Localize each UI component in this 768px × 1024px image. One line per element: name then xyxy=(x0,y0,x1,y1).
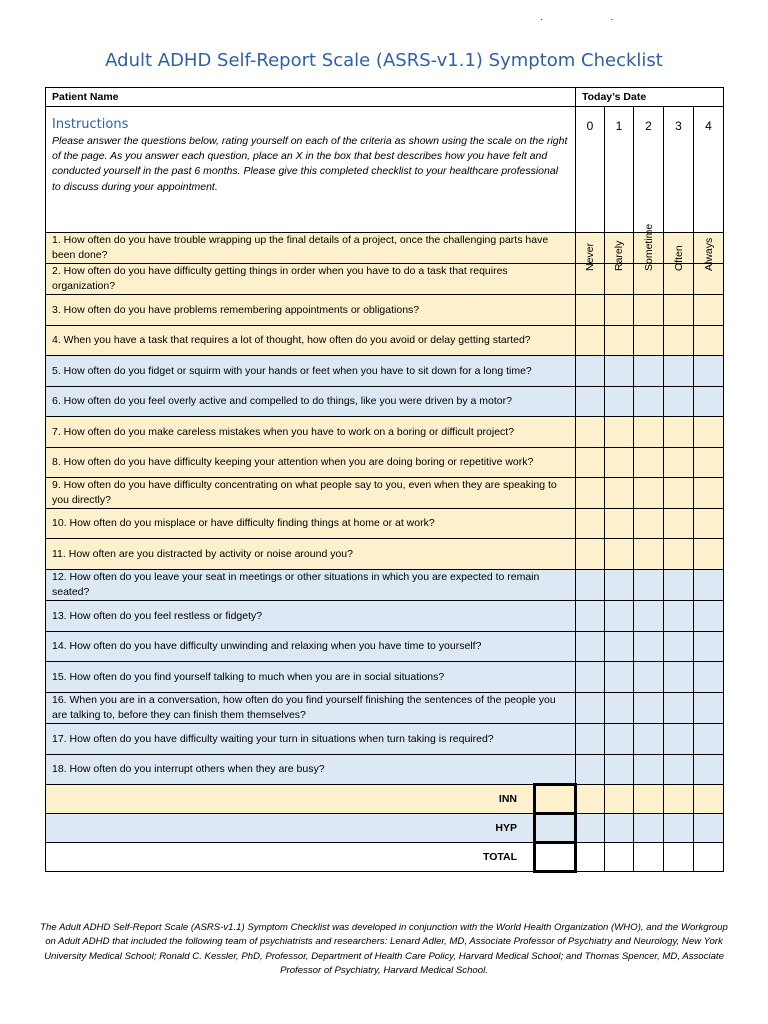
footer-credits: The Adult ADHD Self-Report Scale (ASRS-v1.1) Symptom Checklist was developed in conjunction with the World Health Organization (WHO), and the Workgroup on Adult ADHD that included the following team of psychiatrists and researchers: Lenard Adler, MD, Associate Professor of Psychiatry and Neurology, New York University Medical School; Ronald C. Kessler, PhD, Professor, Department of Health Care Policy, Harvard Medical School; and Thomas Spencer, MD, Associate Professor of Psychiatry, Harvard Medical School. xyxy=(40,922,728,977)
answer-box-3[interactable] xyxy=(664,448,694,478)
summary-row-hyp xyxy=(46,814,724,843)
answer-box-1[interactable] xyxy=(605,478,634,509)
question-row xyxy=(46,417,724,448)
answer-box-1[interactable] xyxy=(605,662,634,693)
answer-box-1[interactable] xyxy=(605,326,634,356)
summary-label-hyp: HYP xyxy=(46,814,535,843)
question-row xyxy=(46,509,724,539)
question-text: 3. How often do you have problems remembering appointments or obligations? xyxy=(46,295,576,326)
question-row xyxy=(46,356,724,387)
answer-box-2[interactable] xyxy=(634,417,664,448)
answer-box-3[interactable] xyxy=(664,570,694,601)
summary-total-box-inn[interactable] xyxy=(535,785,576,814)
summary-box-hyp-2[interactable] xyxy=(634,814,664,843)
answer-box-4[interactable] xyxy=(694,570,724,601)
question-row xyxy=(46,387,724,417)
question-text: 17. How often do you have difficulty waiting your turn in situations when turn taking is required? xyxy=(46,724,576,755)
question-text: 14. How often do you have difficulty unwinding and relaxing when you have time to yourself? xyxy=(46,632,576,662)
answer-box-3[interactable] xyxy=(664,755,694,785)
answer-box-3[interactable] xyxy=(664,509,694,539)
scale-header-1: 1 Rarely xyxy=(605,107,634,233)
symptom-checklist-table xyxy=(45,87,724,873)
answer-box-2[interactable] xyxy=(634,387,664,417)
summary-row-inn xyxy=(46,785,724,814)
answer-box-1[interactable] xyxy=(605,632,634,662)
summary-box-total-0[interactable] xyxy=(576,843,605,872)
answer-box-4[interactable] xyxy=(694,356,724,387)
question-row xyxy=(46,724,724,755)
summary-total-box-total[interactable] xyxy=(535,843,576,872)
answer-box-2[interactable] xyxy=(634,601,664,632)
scale-header-2: 2 Sometime xyxy=(634,107,664,233)
answer-box-0[interactable] xyxy=(576,632,605,662)
answer-box-0[interactable] xyxy=(576,693,605,724)
answer-box-1[interactable] xyxy=(605,570,634,601)
answer-box-4[interactable] xyxy=(694,509,724,539)
instructions-title: Instructions xyxy=(52,117,129,132)
question-text: 1. How often do you have trouble wrapping up the final details of a project, once the challenging parts have been done? xyxy=(46,233,576,264)
question-text: 11. How often are you distracted by activity or noise around you? xyxy=(46,539,576,570)
answer-box-1[interactable] xyxy=(605,356,634,387)
answer-box-0[interactable] xyxy=(576,570,605,601)
patient-name-field[interactable]: Patient Name xyxy=(46,88,576,107)
summary-box-total-1[interactable] xyxy=(605,843,634,872)
answer-box-2[interactable] xyxy=(634,478,664,509)
answer-box-4[interactable] xyxy=(694,326,724,356)
answer-box-0[interactable] xyxy=(576,326,605,356)
answer-box-0[interactable] xyxy=(576,387,605,417)
answer-box-3[interactable] xyxy=(664,632,694,662)
answer-box-3[interactable] xyxy=(664,417,694,448)
question-row xyxy=(46,755,724,785)
answer-box-0[interactable] xyxy=(576,448,605,478)
answer-box-1[interactable] xyxy=(605,387,634,417)
question-text: 7. How often do you make careless mistakes when you have to work on a boring or difficult project? xyxy=(46,417,576,448)
answer-box-1[interactable] xyxy=(605,539,634,570)
summary-row-total xyxy=(46,843,724,872)
instructions-block xyxy=(46,107,576,233)
scale-header-3: 3 Often xyxy=(664,107,694,233)
answer-box-4[interactable] xyxy=(694,448,724,478)
question-row xyxy=(46,448,724,478)
question-text: 18. How often do you interrupt others when they are busy? xyxy=(46,755,576,785)
answer-box-2[interactable] xyxy=(634,755,664,785)
answer-box-4[interactable] xyxy=(694,724,724,755)
answer-box-1[interactable] xyxy=(605,724,634,755)
summary-box-total-2[interactable] xyxy=(634,843,664,872)
question-row xyxy=(46,632,724,662)
question-text: 5. How often do you fidget or squirm with your hands or feet when you have to sit down for a long time? xyxy=(46,356,576,387)
answer-box-1[interactable] xyxy=(605,693,634,724)
answer-box-3[interactable] xyxy=(664,356,694,387)
summary-label-total: TOTAL xyxy=(46,843,535,872)
answer-box-0[interactable] xyxy=(576,601,605,632)
answer-box-2[interactable] xyxy=(634,539,664,570)
summary-box-inn-0[interactable] xyxy=(576,785,605,814)
answer-box-4[interactable] xyxy=(694,417,724,448)
question-text: 10. How often do you misplace or have difficulty finding things at home or at work? xyxy=(46,509,576,539)
todays-date-field[interactable]: Today’s Date xyxy=(576,88,724,107)
question-text: 8. How often do you have difficulty keeping your attention when you are doing boring or repetitive work? xyxy=(46,448,576,478)
question-text: 15. How often do you find yourself talking to much when you are in social situations? xyxy=(46,662,576,693)
answer-box-2[interactable] xyxy=(634,448,664,478)
answer-box-2[interactable] xyxy=(634,632,664,662)
answer-box-4[interactable] xyxy=(694,662,724,693)
answer-box-3[interactable] xyxy=(664,693,694,724)
answer-box-2[interactable] xyxy=(634,356,664,387)
answer-box-2[interactable] xyxy=(634,295,664,326)
scan-dots: · · xyxy=(540,14,646,25)
summary-box-inn-2[interactable] xyxy=(634,785,664,814)
question-text: 12. How often do you leave your seat in meetings or other situations in which you are expected to remain seated? xyxy=(46,570,576,601)
question-row xyxy=(46,326,724,356)
instructions-text: Please answer the questions below, rating yourself on each of the criteria as shown using the scale on the right of the page. As you answer each question, place an X in the box that best describes how you have felt and conducted yourself in the past 6 months. Please give this completed checklist to your healthcare professional to discuss during your appointment. xyxy=(52,135,568,193)
answer-box-1[interactable] xyxy=(605,755,634,785)
answer-box-0[interactable] xyxy=(576,417,605,448)
answer-box-2[interactable] xyxy=(634,662,664,693)
question-text: 6. How often do you feel overly active and compelled to do things, like you were driven by a motor? xyxy=(46,387,576,417)
answer-box-1[interactable] xyxy=(605,509,634,539)
summary-box-hyp-0[interactable] xyxy=(576,814,605,843)
question-row xyxy=(46,662,724,693)
summary-box-inn-1[interactable] xyxy=(605,785,634,814)
summary-total-box-hyp[interactable] xyxy=(535,814,576,843)
answer-box-2[interactable] xyxy=(634,570,664,601)
summary-box-hyp-3[interactable] xyxy=(664,814,694,843)
answer-box-3[interactable] xyxy=(664,601,694,632)
question-row xyxy=(46,478,724,509)
answer-box-2[interactable] xyxy=(634,326,664,356)
summary-box-total-4[interactable] xyxy=(694,843,724,872)
question-row xyxy=(46,570,724,601)
answer-box-4[interactable] xyxy=(694,601,724,632)
question-text: 2. How often do you have difficulty getting things in order when you have to do a task that requires organization? xyxy=(46,264,576,295)
answer-box-1[interactable] xyxy=(605,448,634,478)
answer-box-4[interactable] xyxy=(694,295,724,326)
answer-box-3[interactable] xyxy=(664,295,694,326)
question-text: 9. How often do you have difficulty concentrating on what people say to you, even when they are speaking to you directly? xyxy=(46,478,576,509)
question-row xyxy=(46,295,724,326)
question-row xyxy=(46,601,724,632)
question-text: 16. When you are in a conversation, how often do you find yourself finishing the sentences of the people you are talking to, before they can finish them themselves? xyxy=(46,693,576,724)
answer-box-0[interactable] xyxy=(576,539,605,570)
answer-box-3[interactable] xyxy=(664,387,694,417)
answer-box-4[interactable] xyxy=(694,755,724,785)
answer-box-0[interactable] xyxy=(576,662,605,693)
scale-header-4: 4 Always xyxy=(694,107,724,233)
answer-box-0[interactable] xyxy=(576,356,605,387)
answer-box-2[interactable] xyxy=(634,693,664,724)
question-text: 13. How often do you feel restless or fidgety? xyxy=(46,601,576,632)
summary-box-hyp-4[interactable] xyxy=(694,814,724,843)
answer-box-4[interactable] xyxy=(694,387,724,417)
summary-box-hyp-1[interactable] xyxy=(605,814,634,843)
answer-box-0[interactable] xyxy=(576,509,605,539)
summary-box-inn-4[interactable] xyxy=(694,785,724,814)
answer-box-0[interactable] xyxy=(576,724,605,755)
question-text: 4. When you have a task that requires a lot of thought, how often do you avoid or delay getting started? xyxy=(46,326,576,356)
answer-box-1[interactable] xyxy=(605,295,634,326)
answer-box-2[interactable] xyxy=(634,509,664,539)
summary-box-inn-3[interactable] xyxy=(664,785,694,814)
answer-box-3[interactable] xyxy=(664,326,694,356)
answer-box-3[interactable] xyxy=(664,539,694,570)
answer-box-4[interactable] xyxy=(694,632,724,662)
answer-box-2[interactable] xyxy=(634,724,664,755)
page-title: Adult ADHD Self-Report Scale (ASRS-v1.1) Symptom Checklist xyxy=(105,50,663,71)
answer-box-3[interactable] xyxy=(664,478,694,509)
summary-label-inn: INN xyxy=(46,785,535,814)
answer-box-3[interactable] xyxy=(664,662,694,693)
question-row xyxy=(46,539,724,570)
answer-box-1[interactable] xyxy=(605,417,634,448)
summary-box-total-3[interactable] xyxy=(664,843,694,872)
scale-header-0: 0 Never xyxy=(576,107,605,233)
answer-box-0[interactable] xyxy=(576,295,605,326)
question-row xyxy=(46,693,724,724)
answer-box-4[interactable] xyxy=(694,693,724,724)
answer-box-4[interactable] xyxy=(694,478,724,509)
answer-box-4[interactable] xyxy=(694,539,724,570)
answer-box-3[interactable] xyxy=(664,724,694,755)
answer-box-0[interactable] xyxy=(576,478,605,509)
answer-box-1[interactable] xyxy=(605,601,634,632)
answer-box-0[interactable] xyxy=(576,755,605,785)
